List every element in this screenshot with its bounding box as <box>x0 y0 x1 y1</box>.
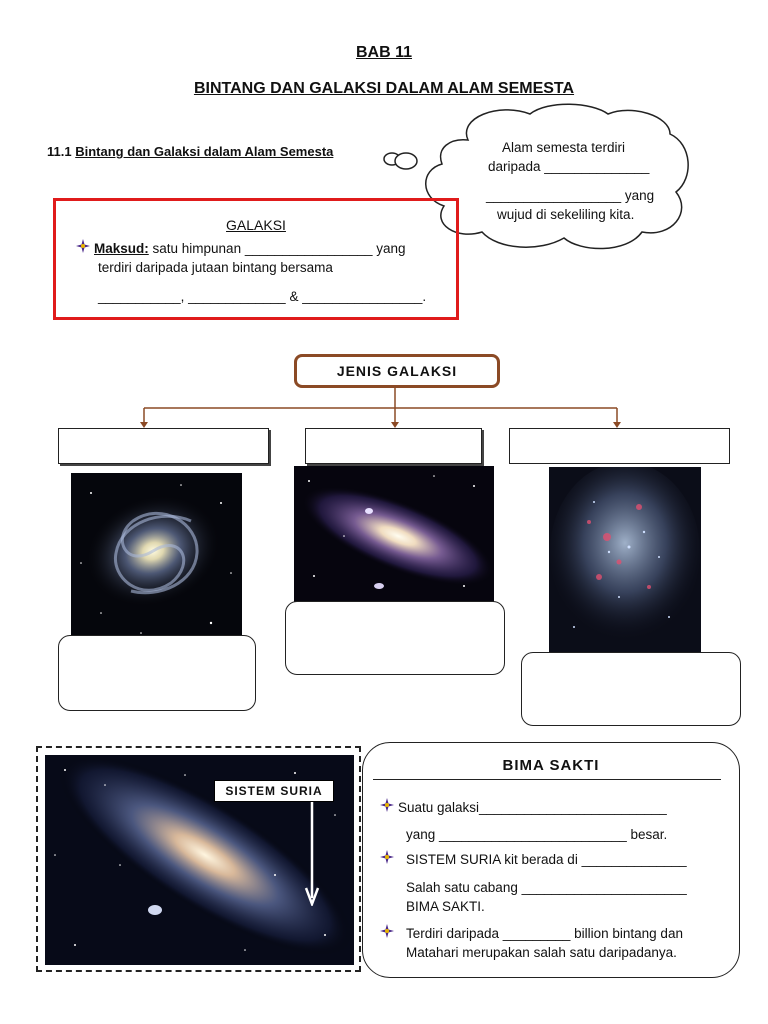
galaxy-type-box-3[interactable] <box>509 428 730 464</box>
galaksi-label: Maksud: <box>94 241 149 256</box>
galaksi-line-3: ___________, _____________ & ________________. <box>98 289 427 304</box>
down-arrow-icon <box>304 802 320 906</box>
section-number: 11.1 <box>47 144 72 159</box>
galaksi-heading: GALAKSI <box>226 217 286 233</box>
section-title: Bintang dan Galaksi dalam Alam Semesta <box>75 144 334 159</box>
galaxy-type-box-2[interactable] <box>305 428 482 464</box>
bima-point-2-line-3: BIMA SAKTI. <box>406 899 485 914</box>
chapter-title: BAB 11 <box>355 44 413 61</box>
sistem-suria-label: SISTEM SURIA <box>214 780 334 802</box>
bima-point-1-line-1: Suatu galaksi_________________________ <box>398 800 667 815</box>
galaksi-definition-box <box>53 198 459 320</box>
jenis-galaksi-label: JENIS GALAKSI <box>294 354 500 388</box>
bima-point-2-line-2: Salah satu cabang ______________________ <box>406 880 687 895</box>
bima-point-3-line-2: Matahari merupakan salah satu daripadanya. <box>406 945 677 960</box>
elliptical-galaxy-image <box>294 466 494 602</box>
galaxy-desc-box-3[interactable] <box>521 652 741 726</box>
bullet-star-icon <box>76 239 94 258</box>
section-heading <box>47 144 333 159</box>
galaxy-desc-box-1[interactable] <box>58 635 256 711</box>
cloud-line-3: __________________ yang <box>486 188 655 203</box>
bima-point-3-line-1: Terdiri daripada _________ billion bintang dan <box>406 926 683 941</box>
bima-sakti-divider <box>373 779 721 780</box>
bima-point-1-line-2: yang _________________________ besar. <box>406 827 668 842</box>
bima-sakti-heading: BIMA SAKTI <box>502 757 600 774</box>
bima-point-1 <box>380 798 667 817</box>
galaksi-definition <box>76 239 456 258</box>
galaxy-desc-box-2[interactable] <box>285 601 505 675</box>
jenis-connector <box>0 386 768 431</box>
cloud-line-2: daripada ______________ <box>488 159 650 174</box>
bullet-star-icon <box>380 850 406 869</box>
spiral-galaxy-image <box>71 473 242 643</box>
irregular-galaxy-image <box>549 467 701 653</box>
cloud-line-1: Alam semesta terdiri <box>502 140 626 155</box>
cloud-line-4: wujud di sekeliling kita. <box>497 207 635 222</box>
bullet-star-icon <box>380 798 398 817</box>
bima-point-3 <box>380 924 683 943</box>
galaksi-line-1: satu himpunan _________________ yang <box>148 241 406 256</box>
galaksi-line-2: terdiri daripada jutaan bintang bersama <box>98 260 333 275</box>
bima-point-2 <box>380 850 687 869</box>
galaxy-type-box-1[interactable] <box>58 428 269 464</box>
bima-point-2-line-1: SISTEM SURIA kit berada di ______________ <box>406 852 687 867</box>
page-title: BINTANG DAN GALAKSI DALAM ALAM SEMESTA <box>193 80 575 97</box>
bullet-star-icon <box>380 924 406 943</box>
